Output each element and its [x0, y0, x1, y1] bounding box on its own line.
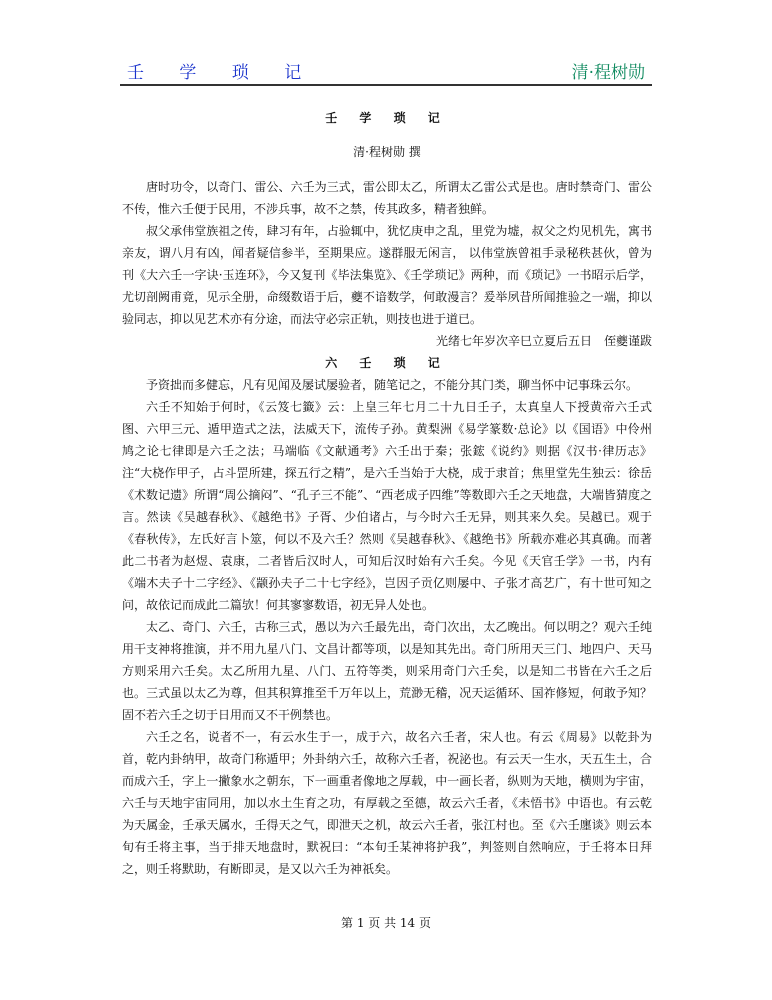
- section-title: 六 壬 琐 记: [325, 356, 449, 370]
- preface-paragraph: 唐时功令，以奇门、雷公、六壬为三式，雷公即太乙，所谓太乙雷公式是也。唐时禁奇门、雷公不传，惟六壬便于民用，不涉兵事，故不之禁，传其政多，精者独鲜。: [122, 180, 652, 216]
- header-author: 清·程树勋: [571, 63, 645, 83]
- body-paragraph: 六壬之名，说者不一，有云水生于一，成于六，故名六壬者，宋人也。有云《周易》以乾卦为首，乾内卦纳甲，故奇门称遁甲；外卦纳六壬，故称六壬者，祝泌也。有云天一生水，天五生土，合而成六壬，字上一撇象水之朝东，下一画重者像地之厚载，中一画长者，纵则为天地，横则为宇宙，六壬与天地宇宙同用，加以水土生育之功，有厚载之至德，故云六壬者，《未悟书》中语也。有云乾为天属金，壬承天属水，壬得天之气，即泄天之机，故云六壬者，张江村也。至《六壬廛谈》则云本旬有壬将主事，当于排天地盘时，默祝曰：“本旬壬某神将护我”，判签则自然响应，于壬将本日拜之，则壬将默助，有断即灵，是又以六壬为神祇矣。: [122, 730, 652, 876]
- body-paragraph: 予资拙而多健忘，凡有见闻及屡试屡验者，随笔记之，不能分其门类，聊当怀中记事珠云尔。: [146, 378, 639, 392]
- preface-paragraph: 叔父承伟堂族祖之传，肆习有年，占验辄中，犹忆庚申之乱，里党为墟，叔父之灼见机先，寓书亲友，谓八月有凶，闻者疑信参半，至期果应。遂群服无闲言， 以伟堂族曾祖手录秘秩甚伙，曾为刊《大六壬一字诀·玉连环》，今又复刊《毕法集览》、《壬学琐记》两种，而《琐记》一书昭示后学，尤切剖阙甫竟，见示全册，命缀数语于后，夔不谙数学，何敢漫言？爰举夙昔所闻推验之一端，抑以验同志，抑以见艺术亦有分途，而法守必宗正轨，则技也进于道已。: [122, 224, 652, 326]
- header-divider: [120, 84, 652, 86]
- page-header: [127, 58, 645, 82]
- body-paragraph: 太乙、奇门、六壬，古称三式，愚以为六壬最先出，奇门次出，太乙晚出。何以明之？观六壬纯用干支神将推演，并不用九星八门、文昌计都等项，以是知其先出。奇门所用天三门、地四户、天马方则采用六壬矣。太乙所用九星、八门、五符等类，则采用奇门六壬矣，以是知二书皆在六壬之后也。三式虽以太乙为尊，但其积算推至千万年以上，荒渺无稽，况天运循环、国祚修短，何敢予知？固不若六壬之切于日用而又不干例禁也。: [122, 620, 652, 722]
- page-number: 第 1 页 共 14 页: [341, 916, 431, 930]
- body-paragraph: 六壬不知始于何时，《云笈七籤》云：上皇三年七月二十九日壬子，太真皇人下授黄帝六壬式图、六甲三元、遁甲造式之法，法威天下，流传子孙。黄梨洲《易学篆数·总论》以《国语》中伶州鸠之论七律即是六壬之法；马端临《文献通考》六壬出于秦；张鋐《说约》则据《汉书·律历志》注“大桡作甲子，占斗罡所建，探五行之精”，是六壬当始于大桡，成于隶首；焦里堂先生独云：徐岳《术数记遗》所谓“周公摘闷”、“孔子三不能”、“西老成子四维”等数即六壬之天地盘，大端皆猜度之言。然读《吴越春秋》、《越绝书》子胥、少伯诸占，与今时六壬无异，则其来久矣。吴越已。观于《春秋传》，左氏好言卜筮，何以不及六壬？然则《吴越春秋》、《越绝书》所载亦难必其真确。而著此二书者为赵煜、袁康，二者皆后汉时人，可知后汉时始有六壬矣。今见《天官壬学》一书，内有《端木夫子十二字经》、《颛孙夫子二十七字经》，岂因子贡亿则屡中、子张才高艺广，有十世可知之问，故依记而成此二篇欤！何其寥寥数语，初无异人处也。: [122, 400, 652, 612]
- header-title: 壬 学 琐 记: [127, 63, 317, 83]
- preface-signature: 光绪七年岁次辛巳立夏后五日 侄夔谨跋: [435, 334, 652, 348]
- document-byline: 清·程树勋 撰: [353, 145, 421, 159]
- document-body: [122, 110, 652, 880]
- document-title: 壬 学 琐 记: [325, 111, 449, 125]
